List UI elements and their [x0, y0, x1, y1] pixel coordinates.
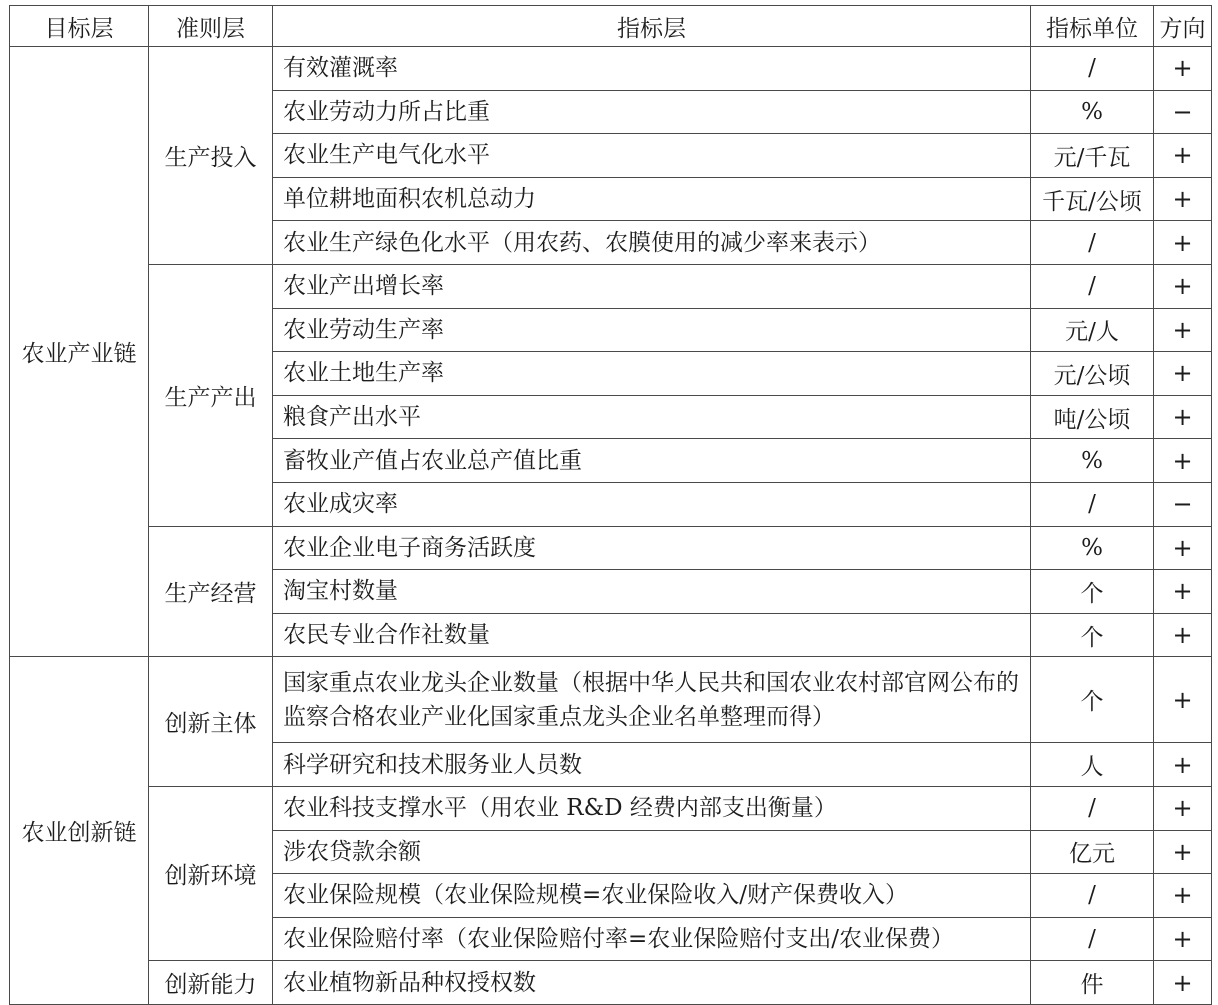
direction-cell: +: [1154, 961, 1212, 1005]
indicator-cell: 科学研究和技术服务业人员数: [273, 743, 1031, 787]
unit-cell: %: [1031, 439, 1154, 483]
direction-cell: +: [1154, 439, 1212, 483]
table-row: [10, 786, 1212, 830]
unit-cell: /: [1031, 874, 1154, 918]
criterion-cell: 创新环境: [149, 786, 273, 960]
criterion-cell: 生产投入: [149, 47, 273, 265]
direction-cell: +: [1154, 786, 1212, 830]
indicator-cell: 农业产出增长率: [273, 264, 1031, 308]
table-row: [10, 264, 1212, 308]
table-row: [10, 657, 1212, 743]
indicator-cell: 粮食产出水平: [273, 395, 1031, 439]
direction-cell: +: [1154, 177, 1212, 221]
criterion-cell: 生产经营: [149, 526, 273, 657]
table-row: [10, 47, 1212, 91]
criterion-cell: 创新主体: [149, 657, 273, 787]
header-criterion: 准则层: [149, 6, 273, 47]
indicator-cell: 农业成灾率: [273, 482, 1031, 526]
indicator-cell: 国家重点农业龙头企业数量（根据中华人民共和国农业农村部官网公布的监察合格农业产业化国家重点龙头企业名单整理而得）: [273, 657, 1031, 743]
indicator-table: [9, 5, 1212, 1005]
direction-cell: +: [1154, 613, 1212, 657]
criterion-cell: 生产产出: [149, 264, 273, 526]
direction-cell: +: [1154, 264, 1212, 308]
indicator-cell: 淘宝村数量: [273, 570, 1031, 614]
direction-cell: +: [1154, 47, 1212, 91]
unit-cell: /: [1031, 264, 1154, 308]
unit-cell: /: [1031, 786, 1154, 830]
unit-cell: 吨/公顷: [1031, 395, 1154, 439]
direction-cell: +: [1154, 526, 1212, 570]
unit-cell: 千瓦/公顷: [1031, 177, 1154, 221]
header-goal: 目标层: [10, 6, 149, 47]
indicator-cell: 农业生产绿色化水平（用农药、农膜使用的减少率来表示）: [273, 221, 1031, 265]
header-indicator: 指标层: [273, 6, 1031, 47]
unit-cell: 元/千瓦: [1031, 134, 1154, 178]
direction-cell: +: [1154, 743, 1212, 787]
unit-cell: /: [1031, 47, 1154, 91]
indicator-cell: 农业生产电气化水平: [273, 134, 1031, 178]
unit-cell: 件: [1031, 961, 1154, 1005]
table-row: [10, 961, 1212, 1005]
indicator-cell: 农业保险规模（农业保险规模=农业保险收入/财产保费收入）: [273, 874, 1031, 918]
unit-cell: 个: [1031, 613, 1154, 657]
direction-cell: +: [1154, 917, 1212, 961]
unit-cell: %: [1031, 90, 1154, 134]
indicator-cell: 农业企业电子商务活跃度: [273, 526, 1031, 570]
indicator-cell: 涉农贷款余额: [273, 830, 1031, 874]
indicator-cell: 单位耕地面积农机总动力: [273, 177, 1031, 221]
table-row: [10, 526, 1212, 570]
unit-cell: 个: [1031, 570, 1154, 614]
indicator-cell: 农业土地生产率: [273, 352, 1031, 396]
header-unit: 指标单位: [1031, 6, 1154, 47]
goal-cell: 农业创新链: [10, 657, 149, 1005]
unit-cell: 元/公顷: [1031, 352, 1154, 396]
indicator-cell: 农业劳动力所占比重: [273, 90, 1031, 134]
unit-cell: /: [1031, 221, 1154, 265]
direction-cell: −: [1154, 482, 1212, 526]
unit-cell: 个: [1031, 657, 1154, 743]
unit-cell: 元/人: [1031, 308, 1154, 352]
indicator-cell: 农业植物新品种权授权数: [273, 961, 1031, 1005]
direction-cell: +: [1154, 657, 1212, 743]
goal-cell: 农业产业链: [10, 47, 149, 657]
direction-cell: +: [1154, 830, 1212, 874]
header-direction: 方向: [1154, 6, 1212, 47]
indicator-cell: 农业科技支撑水平（用农业 R&D 经费内部支出衡量）: [273, 786, 1031, 830]
unit-cell: %: [1031, 526, 1154, 570]
direction-cell: +: [1154, 570, 1212, 614]
header-row: [10, 6, 1212, 47]
indicator-cell: 农业劳动生产率: [273, 308, 1031, 352]
criterion-cell: 创新能力: [149, 961, 273, 1005]
direction-cell: +: [1154, 874, 1212, 918]
direction-cell: −: [1154, 90, 1212, 134]
indicator-cell: 畜牧业产值占农业总产值比重: [273, 439, 1031, 483]
direction-cell: +: [1154, 134, 1212, 178]
direction-cell: +: [1154, 395, 1212, 439]
direction-cell: +: [1154, 352, 1212, 396]
indicator-cell: 农业保险赔付率（农业保险赔付率=农业保险赔付支出/农业保费）: [273, 917, 1031, 961]
direction-cell: +: [1154, 308, 1212, 352]
unit-cell: 亿元: [1031, 830, 1154, 874]
direction-cell: +: [1154, 221, 1212, 265]
unit-cell: /: [1031, 917, 1154, 961]
indicator-cell: 农民专业合作社数量: [273, 613, 1031, 657]
unit-cell: /: [1031, 482, 1154, 526]
unit-cell: 人: [1031, 743, 1154, 787]
indicator-cell: 有效灌溉率: [273, 47, 1031, 91]
